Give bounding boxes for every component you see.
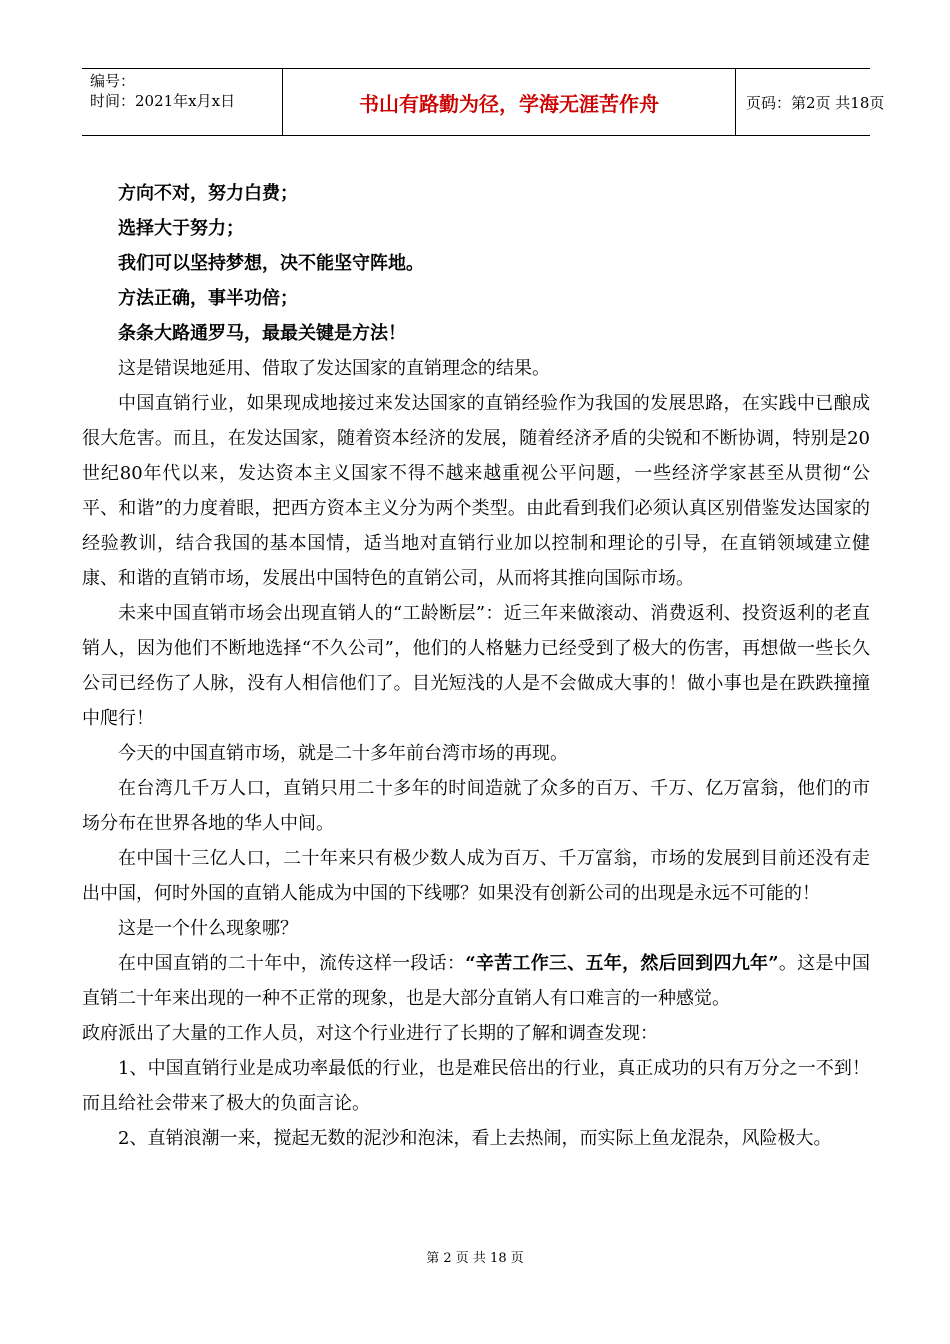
paragraph: 选择大于努力；: [118, 218, 244, 239]
header-left-cell: [82, 69, 282, 135]
quote-followup: 。这是中国直销二十年来出现的一种不正常的现象，也是大部分直销人有口难言的一种感觉。: [82, 953, 871, 1009]
quote-intro: 在中国直销的二十年中，流传这样一段话：: [118, 953, 466, 974]
paragraph: 方法正确，事半功倍；: [118, 288, 298, 309]
paragraph: 这是一个什么现象哪？: [118, 918, 298, 939]
paragraph: 未来中国直销市场会出现直销人的“工龄断层”：近三年来做滚动、消费返利、投资返利的老直销人，因为他们不断地选择“不久公司”，他们的人格魅力已经受到了极大的伤害，再想做一些长久公司已经伤了人脉，没有人相信他们了。目光短浅的人是不会做成大事的！做小事也是在跌跌撞撞中爬行！: [82, 603, 870, 729]
paragraph: 1、中国直销行业是成功率最低的行业，也是难民倍出的行业，真正成功的只有万分之一不到！而且给社会带来了极大的负面言论。: [82, 1058, 870, 1114]
paragraph: 政府派出了大量的工作人员，对这个行业进行了长期的了解和调查发现：: [82, 1023, 658, 1044]
paragraph: [82, 946, 870, 1016]
paragraph: 这是错误地延用、借取了发达国家的直销理念的结果。: [118, 358, 550, 379]
header-motto: 书山有路勤为径，学海无涯苦作舟: [282, 69, 736, 135]
paragraph: 我们可以坚持梦想，决不能坚守阵地。: [118, 253, 424, 274]
header-page-info: 页码：第2页 共18页: [746, 93, 885, 112]
quote-saying: “辛苦工作三、五年，然后回到四九年”: [465, 953, 779, 974]
page-footer: 第 2 页 共 18 页: [426, 1251, 524, 1266]
paragraph: 2、直销浪潮一来，搅起无数的泥沙和泡沫，看上去热闹，而实际上鱼龙混杂，风险极大。: [118, 1128, 832, 1149]
paragraph: 中国直销行业，如果现成地接过来发达国家的直销经验作为我国的发展思路，在实践中已酿成很大危害。而且，在发达国家，随着资本经济的发展，随着经济矛盾的尖锐和不断协调，特别是20世纪80年代以来，发达资本主义国家不得不越来越重视公平问题，一些经济学家甚至从贯彻“公平、和谐”的力度着眼，把西方资本主义分为两个类型。由此看到我们必须认真区别借鉴发达国家的经验教训，结合我国的基本国情，适当地对直销行业加以控制和理论的引导，在直销领域建立健康、和谐的直销市场，发展出中国特色的直销公司，从而将其推向国际市场。: [82, 393, 870, 589]
paragraph: 在台湾几千万人口，直销只用二十多年的时间造就了众多的百万、千万、亿万富翁，他们的市场分布在世界各地的华人中间。: [82, 778, 870, 834]
paragraph: 条条大路通罗马，最最关键是方法！: [118, 323, 406, 344]
document-body: [82, 176, 870, 1156]
page-header: [82, 68, 885, 136]
paragraph: 今天的中国直销市场，就是二十多年前台湾市场的再现。: [118, 743, 568, 764]
header-number-label: 编号：: [90, 72, 136, 90]
paragraph: 方向不对，努力白费；: [118, 183, 298, 204]
header-date: 时间：2021年x月x日: [90, 92, 236, 110]
paragraph: 在中国十三亿人口，二十年来只有极少数人成为百万、千万富翁，市场的发展到目前还没有走出中国，何时外国的直销人能成为中国的下线哪？如果没有创新公司的出现是永远不可能的！: [82, 848, 870, 904]
